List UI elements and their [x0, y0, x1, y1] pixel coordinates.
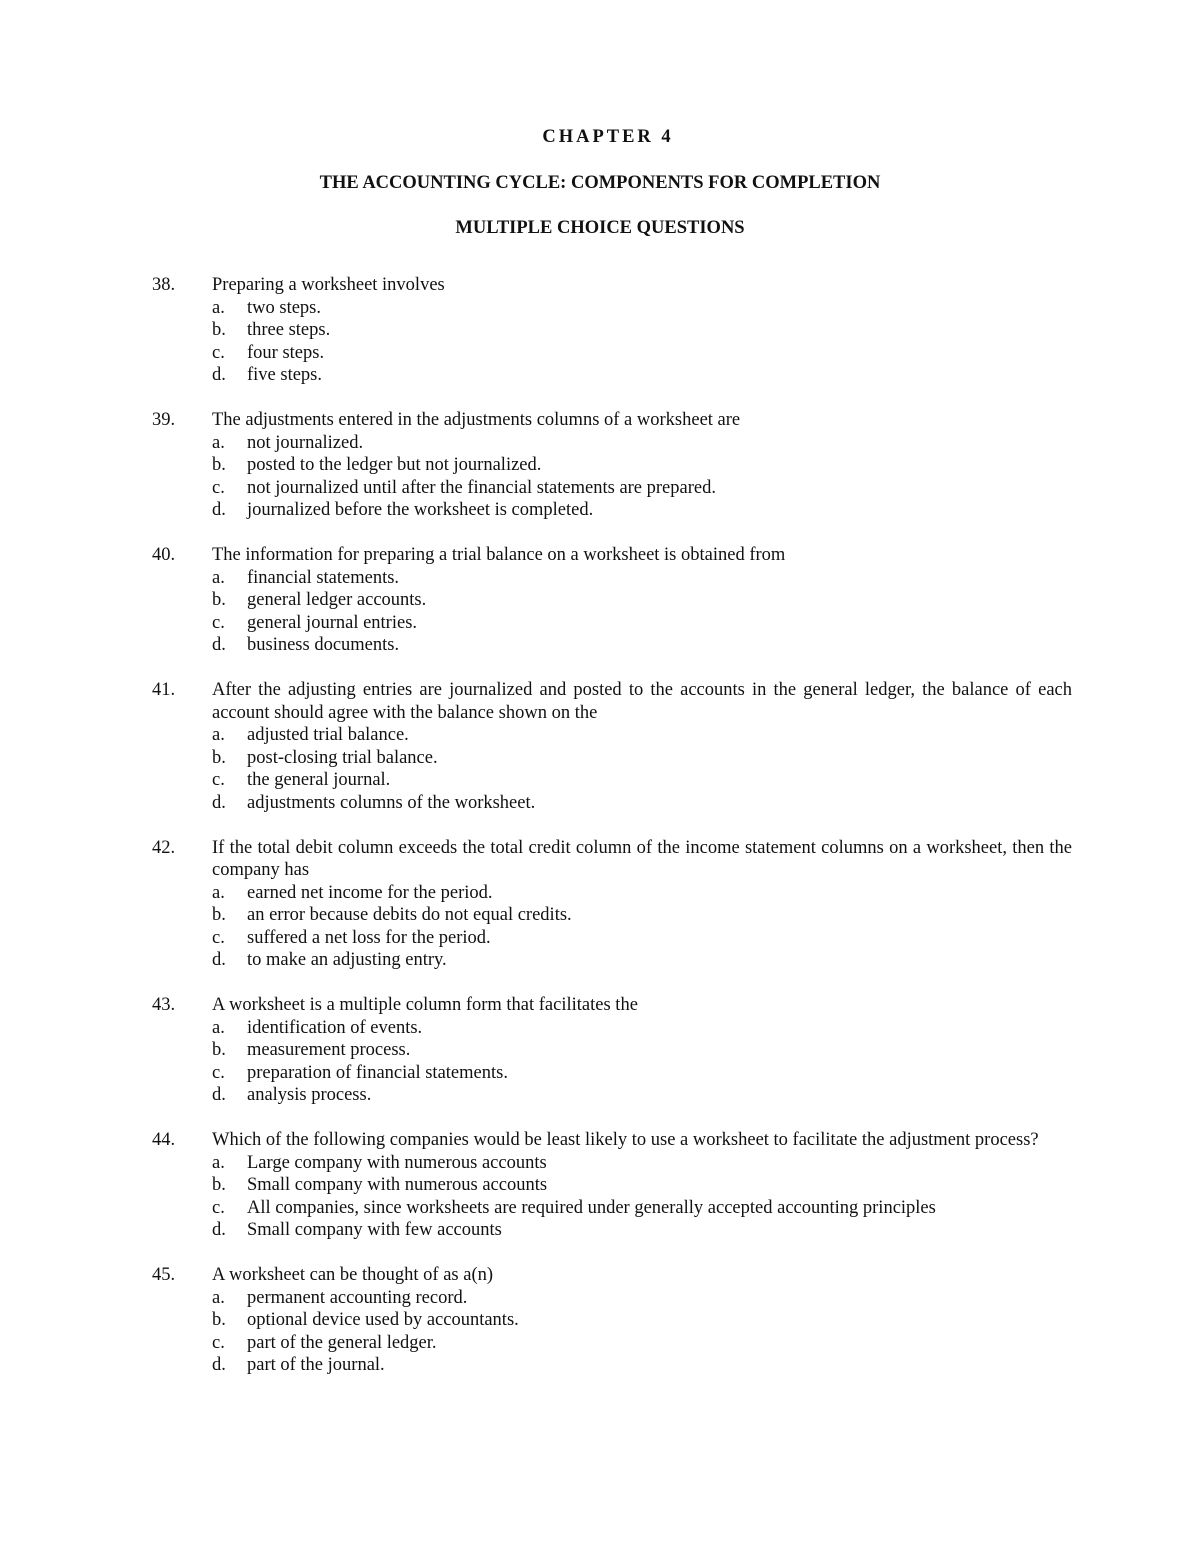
option-b — [212, 454, 1072, 477]
option-a — [212, 724, 1072, 747]
option-letter: c. — [212, 1062, 225, 1083]
question-number: 42. — [152, 837, 176, 858]
question-stem: The information for preparing a trial balance on a worksheet is obtained from — [212, 545, 786, 565]
option-b — [212, 1174, 1072, 1197]
option-c — [212, 477, 1072, 500]
question-43 — [152, 994, 1072, 1107]
option-letter: b. — [212, 1175, 226, 1195]
option-list — [152, 1287, 1072, 1377]
option-letter: b. — [212, 1310, 226, 1330]
option-text: Small company with numerous accounts — [247, 1175, 548, 1195]
question-stem: Which of the following companies would be least likely to use a worksheet to facilitate the adjustment process? — [212, 1130, 1039, 1150]
question-number: 43. — [152, 995, 176, 1015]
option-letter: b. — [212, 1040, 226, 1060]
option-b — [212, 904, 1072, 927]
option-c — [212, 769, 1072, 792]
question-number: 45. — [152, 1265, 176, 1285]
option-text: three steps. — [247, 320, 331, 340]
option-text: Large company with numerous accounts — [247, 1152, 547, 1173]
option-letter: c. — [212, 927, 225, 948]
option-letter: c. — [212, 612, 225, 633]
option-list — [152, 1152, 1072, 1242]
question-45 — [152, 1264, 1072, 1377]
option-letter: c. — [212, 1332, 225, 1353]
option-text: five steps. — [247, 365, 323, 385]
chapter-heading: CHAPTER 4 — [542, 127, 674, 147]
option-text: optional device used by accountants. — [247, 1310, 519, 1330]
option-a — [212, 1287, 1072, 1310]
question-39 — [152, 409, 1072, 522]
option-b — [212, 747, 1072, 770]
option-b — [212, 1309, 1072, 1332]
question-number: 39. — [152, 410, 176, 430]
option-letter: d. — [212, 1220, 226, 1240]
chapter-title: THE ACCOUNTING CYCLE: COMPONENTS FOR COMPLETION — [319, 173, 881, 193]
option-d — [212, 1219, 1072, 1242]
option-list — [152, 297, 1072, 387]
option-text: earned net income for the period. — [247, 882, 493, 903]
option-b — [212, 1039, 1072, 1062]
option-text: posted to the ledger but not journalized. — [247, 455, 542, 475]
question-list — [152, 274, 1072, 1399]
option-text: financial statements. — [247, 567, 400, 588]
option-letter: a. — [212, 567, 225, 588]
option-text: to make an adjusting entry. — [247, 950, 447, 970]
option-letter: d. — [212, 792, 226, 813]
option-d — [212, 499, 1072, 522]
option-letter: b. — [212, 455, 226, 475]
option-text: measurement process. — [247, 1040, 411, 1060]
option-text: the general journal. — [247, 770, 391, 790]
option-a — [212, 432, 1072, 455]
option-letter: a. — [212, 1017, 225, 1038]
option-list — [152, 1017, 1072, 1107]
option-list — [152, 724, 1072, 814]
option-c — [212, 612, 1072, 635]
option-text: suffered a net loss for the period. — [247, 927, 491, 948]
question-44 — [152, 1129, 1072, 1242]
option-text: four steps. — [247, 342, 325, 363]
option-letter: c. — [212, 1197, 225, 1218]
option-a — [212, 1152, 1072, 1175]
option-text: Small company with few accounts — [247, 1220, 502, 1240]
option-c — [212, 1197, 1072, 1220]
option-letter: b. — [212, 905, 226, 925]
option-letter: d. — [212, 950, 226, 970]
question-number: 38. — [152, 275, 176, 295]
option-letter: a. — [212, 1152, 225, 1173]
question-stem: If the total debit column exceeds the total credit column of the income statement columns on a worksheet, then the company has — [212, 837, 1072, 880]
option-text: analysis process. — [247, 1085, 372, 1105]
option-letter: a. — [212, 882, 225, 903]
option-list — [152, 567, 1072, 657]
option-a — [212, 567, 1072, 590]
option-text: adjusted trial balance. — [247, 725, 409, 745]
option-text: an error because debits do not equal credits. — [247, 905, 572, 925]
question-stem: The adjustments entered in the adjustments columns of a worksheet are — [212, 410, 741, 430]
option-letter: d. — [212, 635, 226, 655]
question-42 — [152, 837, 1072, 972]
option-d — [212, 949, 1072, 972]
option-text: All companies, since worksheets are required under generally accepted accounting principles — [247, 1197, 936, 1218]
option-text: part of the journal. — [247, 1355, 385, 1375]
question-number: 44. — [152, 1130, 176, 1150]
option-letter: a. — [212, 432, 225, 453]
option-b — [212, 589, 1072, 612]
option-letter: c. — [212, 770, 225, 790]
option-text: not journalized. — [247, 432, 364, 453]
option-letter: c. — [212, 477, 225, 498]
question-number: 40. — [152, 545, 176, 565]
option-text: journalized before the worksheet is completed. — [247, 500, 594, 520]
option-c — [212, 342, 1072, 365]
option-letter: a. — [212, 1287, 225, 1308]
question-stem: After the adjusting entries are journalized and posted to the accounts in the general ledger, the balance of each account should agree with the balance shown on the — [212, 680, 1072, 723]
question-38 — [152, 274, 1072, 387]
option-text: general journal entries. — [247, 612, 418, 633]
option-text: part of the general ledger. — [247, 1332, 437, 1353]
question-40 — [152, 544, 1072, 657]
option-c — [212, 1332, 1072, 1355]
option-a — [212, 1017, 1072, 1040]
option-letter: c. — [212, 342, 225, 363]
option-c — [212, 1062, 1072, 1085]
option-list — [152, 882, 1072, 972]
option-a — [212, 297, 1072, 320]
option-letter: b. — [212, 320, 226, 340]
option-text: adjustments columns of the worksheet. — [247, 792, 536, 813]
option-letter: d. — [212, 1355, 226, 1375]
option-list — [152, 432, 1072, 522]
option-letter: b. — [212, 590, 226, 610]
option-text: not journalized until after the financial statements are prepared. — [247, 477, 716, 498]
option-letter: d. — [212, 365, 226, 385]
option-c — [212, 927, 1072, 950]
option-letter: d. — [212, 500, 226, 520]
option-text: general ledger accounts. — [247, 590, 427, 610]
option-text: post-closing trial balance. — [247, 747, 438, 768]
option-d — [212, 1084, 1072, 1107]
question-stem: A worksheet is a multiple column form that facilitates the — [212, 995, 638, 1015]
option-letter: d. — [212, 1085, 226, 1105]
option-b — [212, 319, 1072, 342]
option-letter: b. — [212, 747, 226, 768]
option-a — [212, 882, 1072, 905]
option-d — [212, 634, 1072, 657]
option-text: preparation of financial statements. — [247, 1062, 508, 1083]
question-stem: Preparing a worksheet involves — [212, 275, 445, 295]
option-d — [212, 1354, 1072, 1377]
option-letter: a. — [212, 297, 225, 318]
option-text: two steps. — [247, 297, 321, 318]
option-letter: a. — [212, 725, 225, 745]
section-heading: MULTIPLE CHOICE QUESTIONS — [455, 218, 745, 238]
option-d — [212, 792, 1072, 815]
option-text: business documents. — [247, 635, 400, 655]
option-d — [212, 364, 1072, 387]
question-stem: A worksheet can be thought of as a(n) — [212, 1265, 494, 1285]
question-number: 41. — [152, 680, 176, 700]
option-text: identification of events. — [247, 1017, 423, 1038]
question-41 — [152, 679, 1072, 814]
option-text: permanent accounting record. — [247, 1287, 468, 1308]
